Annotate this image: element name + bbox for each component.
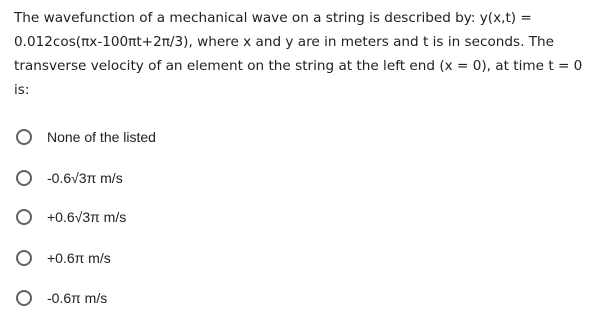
option-label: -0.6π m/s <box>47 290 108 306</box>
radio-button-icon[interactable] <box>16 290 32 306</box>
radio-button-icon[interactable] <box>16 129 32 145</box>
option-minus-0-6-root3-pi[interactable] <box>16 166 123 190</box>
question-line: 0.012cos(πx-100πt+2π/3), where x and y are in meters and t is in seconds. The <box>14 34 555 50</box>
option-label: -0.6√3π m/s <box>47 170 123 186</box>
option-label: +0.6√3π m/s <box>47 209 127 225</box>
question-line: is: <box>14 82 30 98</box>
option-label: None of the listed <box>47 129 156 145</box>
radio-button-icon[interactable] <box>16 209 32 225</box>
option-plus-0-6-root3-pi[interactable] <box>16 205 126 229</box>
option-minus-0-6-pi[interactable] <box>16 286 107 310</box>
option-label: +0.6π m/s <box>47 250 111 266</box>
radio-button-icon[interactable] <box>16 250 32 266</box>
option-plus-0-6-pi[interactable] <box>16 246 111 270</box>
question-line: transverse velocity of an element on the string at the left end (x = 0), at time t = 0 <box>14 58 583 74</box>
option-none-of-the-listed[interactable] <box>16 125 156 149</box>
radio-button-icon[interactable] <box>16 170 32 186</box>
question-line: The wavefunction of a mechanical wave on a string is described by: y(x,t) = <box>14 10 532 26</box>
